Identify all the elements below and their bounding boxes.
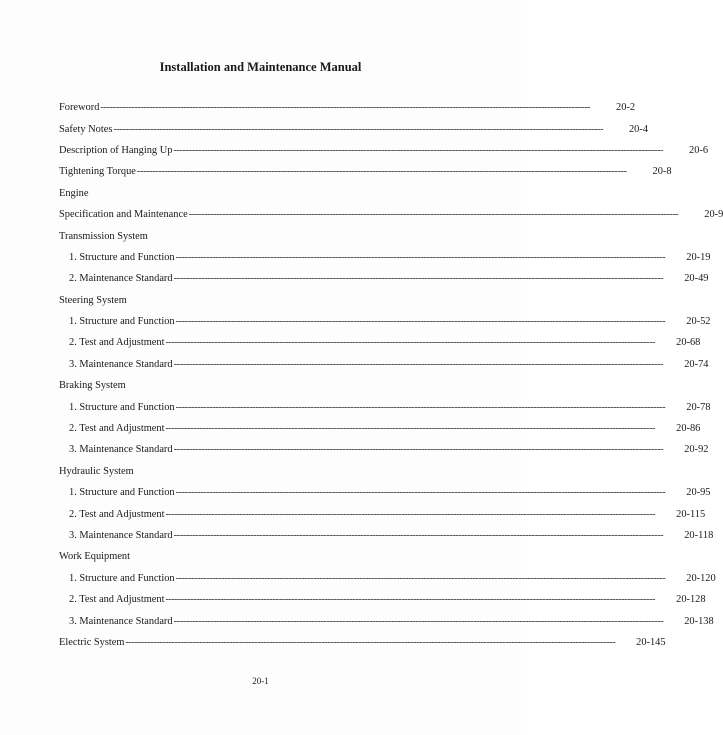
toc-entry [59,140,709,161]
toc-page-number: 20-86 [676,423,701,435]
toc-subentry [59,525,714,546]
dot-leader: ---------------------------------------------------------------------------------------------------------------------------------------------------------------- [165,423,656,435]
toc-page-number: 20-92 [684,444,709,456]
toc-entry-label: 2. Test and Adjustment [69,508,165,520]
toc-page-number: 20-49 [684,273,709,285]
toc-subentry [59,568,716,589]
dot-leader: ---------------------------------------------------------------------------------------------------------------------------------------------------------------- [175,487,666,499]
dot-leader: ---------------------------------------------------------------------------------------------------------------------------------------------------------------- [100,102,591,114]
toc-subentry [59,396,711,417]
toc-subentry [59,418,701,439]
toc-entry-label: 3. Maintenance Standard [69,444,173,456]
toc-entry [59,632,666,653]
toc-page-number: 20-2 [616,102,636,114]
toc-subentry [59,439,709,460]
toc-entry-label: 1. Structure and Function [69,251,175,263]
toc-entry-label: Description of Hanging Up [59,144,173,156]
dot-leader: ---------------------------------------------------------------------------------------------------------------------------------------------------------------- [136,166,627,178]
toc-subentry [59,589,706,610]
toc-entry-label: 3. Maintenance Standard [69,530,173,541]
toc-entry-label: 2. Test and Adjustment [69,423,165,435]
toc-page-number: 20-4 [628,123,649,135]
toc-entry-label: 1. Structure and Function [69,401,175,413]
toc-page-number: 20-138 [684,615,714,627]
toc-entry-label: 2. Test and Adjustment [69,594,165,606]
toc-entry [59,97,636,118]
toc-subentry [59,610,714,631]
toc-page-number: 20-19 [686,251,711,263]
toc-entry-label: Electric System [59,636,125,648]
toc-page-number: 20-145 [636,636,666,648]
toc-entry-label: 1. Structure and Function [69,316,175,328]
toc-subentry [59,332,701,353]
dot-leader: ---------------------------------------------------------------------------------------------------------------------------------------------------------------- [175,401,666,413]
toc-subentry [59,482,711,503]
table-of-contents [59,97,723,653]
toc-entry-label: 3. Maintenance Standard [69,358,173,370]
dot-leader: ---------------------------------------------------------------------------------------------------------------------------------------------------------------- [165,337,656,349]
toc-entry [59,546,460,567]
dot-leader: ---------------------------------------------------------------------------------------------------------------------------------------------------------------- [173,358,664,370]
toc-page-number: 20-9 [704,209,723,221]
toc-page-number: 20-95 [686,487,711,499]
toc-subentry [59,247,711,268]
toc-page-number: 20-128 [676,594,706,606]
toc-page-number: 20-52 [686,316,711,328]
toc-subentry [59,503,706,524]
toc-entry-label: 2. Maintenance Standard [69,273,173,285]
toc-entry-label: 2. Test and Adjustment [69,337,165,349]
dot-leader: ---------------------------------------------------------------------------------------------------------------------------------------------------------------- [173,444,664,456]
toc-entry [59,118,649,139]
toc-page-number: 20-6 [689,144,709,156]
dot-leader: ---------------------------------------------------------------------------------------------------------------------------------------------------------------- [173,144,664,156]
dot-leader: ---------------------------------------------------------------------------------------------------------------------------------------------------------------- [173,530,664,541]
toc-entry-label: Specification and Maintenance [59,209,188,221]
toc-entry-label: Foreword [59,102,100,114]
toc-page-number: 20-8 [652,166,672,178]
toc-page-number: 20-115 [676,508,706,520]
toc-entry-label: 3. Maintenance Standard [69,615,173,627]
toc-entry [59,183,460,204]
dot-leader: ---------------------------------------------------------------------------------------------------------------------------------------------------------------- [175,251,666,263]
toc-entry-label: 1. Structure and Function [69,572,175,584]
toc-page-number: 20-78 [686,401,711,413]
toc-entry [59,461,460,482]
toc-page-number: 20-118 [684,530,714,541]
toc-entry-label: Engine [59,187,89,199]
toc-entry-label: Transmission System [59,230,148,242]
toc-entry-label: Steering System [59,294,127,306]
toc-subentry [59,268,709,289]
dot-leader: ---------------------------------------------------------------------------------------------------------------------------------------------------------------- [165,594,656,606]
toc-subentry [59,354,709,375]
toc-subentry [59,311,711,332]
toc-entry-label: Safety Notes [59,123,113,135]
page-title: Installation and Maintenance Manual [159,60,362,74]
dot-leader: ---------------------------------------------------------------------------------------------------------------------------------------------------------------- [113,123,604,135]
toc-entry [59,161,672,182]
toc-entry [59,290,460,311]
dot-leader: ---------------------------------------------------------------------------------------------------------------------------------------------------------------- [188,209,679,221]
toc-page-number: 20-68 [676,337,701,349]
toc-entry-label: Hydraulic System [59,465,134,477]
dot-leader: ---------------------------------------------------------------------------------------------------------------------------------------------------------------- [125,636,616,648]
toc-entry [59,204,723,225]
dot-leader: ---------------------------------------------------------------------------------------------------------------------------------------------------------------- [173,273,664,285]
toc-page-number: 20-74 [684,358,709,370]
toc-entry [59,225,460,246]
dot-leader: ---------------------------------------------------------------------------------------------------------------------------------------------------------------- [165,508,656,520]
dot-leader: ---------------------------------------------------------------------------------------------------------------------------------------------------------------- [175,316,666,328]
page-number-footer: 20-1 [252,676,269,686]
toc-entry [59,375,460,396]
toc-page-number: 20-120 [686,572,716,584]
toc-entry-label: Braking System [59,380,126,392]
dot-leader: ---------------------------------------------------------------------------------------------------------------------------------------------------------------- [175,572,666,584]
toc-entry-label: Work Equipment [59,551,131,563]
toc-entry-label: 1. Structure and Function [69,487,175,499]
toc-entry-label: Tightening Torque [59,166,136,178]
dot-leader: ---------------------------------------------------------------------------------------------------------------------------------------------------------------- [173,615,664,627]
